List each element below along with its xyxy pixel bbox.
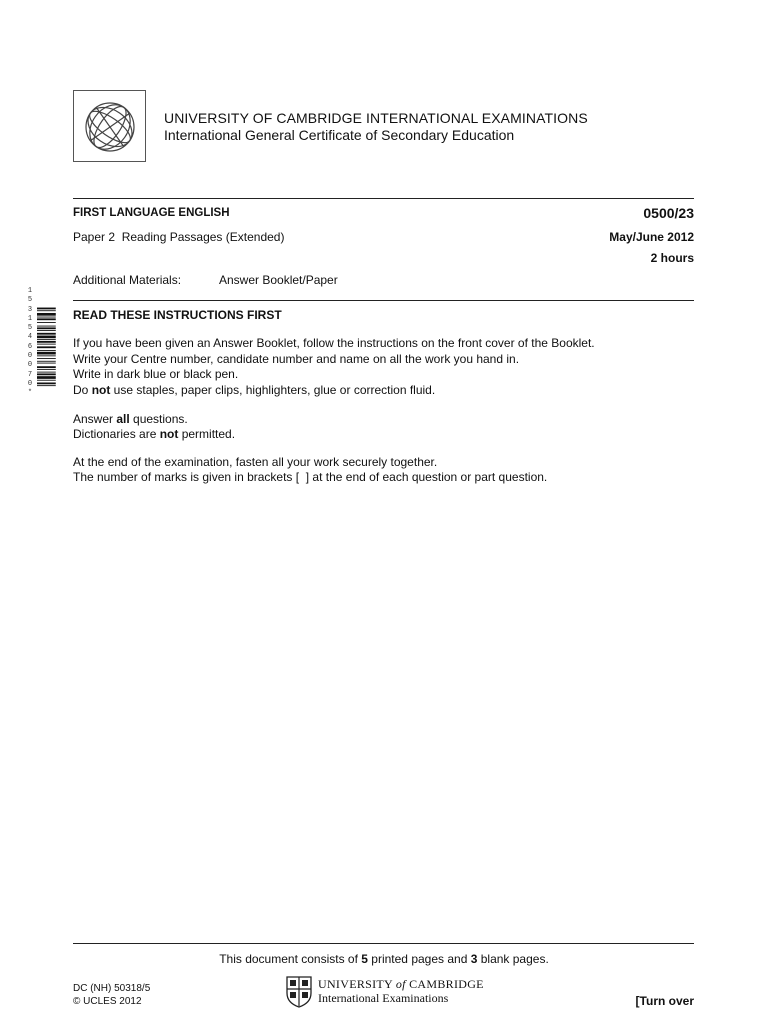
barcode-digits [26,287,34,399]
barcode-bar [37,317,56,318]
barcode-bar [37,355,56,356]
barcode-digit: 6 [27,342,33,351]
barcode-bar [37,352,56,355]
instruction-dictionaries: Dictionaries are not permitted. [73,427,236,441]
barcode-bar [37,308,56,310]
barcode-bar [37,350,56,351]
exam-session: May/June 2012 [609,230,694,244]
exam-duration: 2 hours [650,251,694,265]
barcode-digit: 1 [27,314,33,323]
additional-materials-value: Answer Booklet/Paper [219,273,338,287]
barcode-bar [37,380,56,381]
barcode-digit: 0 [27,352,33,361]
globe-icon [82,99,138,155]
subject-title: FIRST LANGUAGE ENGLISH [73,207,230,219]
paper-code: 0500/23 [643,205,694,221]
barcode-bar [37,341,56,343]
barcode-bar [37,363,56,364]
instruction-answer-all: Answer all questions. [73,412,188,426]
barcode-bar [37,366,56,368]
barcode-digit: 5 [27,324,33,333]
barcode-bar [37,369,56,370]
barcode-digit: 3 [27,305,33,314]
copyright: © UCLES 2012 [73,996,142,1007]
instruction-do-not: Do not use staples, paper clips, highlighters, glue or correction fluid. [73,383,436,397]
page-count-note: This document consists of 5 printed pages and 3 blank pages. [219,952,549,966]
barcode-bar [37,382,56,384]
barcode-bar [37,376,56,379]
barcode-digit: 5 [27,296,33,305]
additional-materials-label: Additional Materials: [73,273,182,287]
cambridge-crest-icon [286,976,312,1008]
barcode-bar [37,330,56,331]
barcode-digit: * [27,389,33,398]
divider [73,943,694,944]
barcode [37,287,63,435]
barcode-digit: 0 [27,379,33,388]
barcode-bar [37,333,56,335]
instruction-line: If you have been given an Answer Booklet, follow the instructions on the front cover of the Booklet. [73,336,595,350]
document-code: DC (NH) 50318/5 [73,983,151,994]
divider [73,300,694,301]
instruction-line: Write in dark blue or black pen. [73,367,239,381]
divider [73,198,694,199]
barcode-digit: 7 [27,370,33,379]
barcode-digit: 1 [27,287,33,295]
document-reference [73,982,150,1008]
barcode-bar [37,313,56,316]
barcode-bar [37,322,56,323]
instructions-heading: READ THESE INSTRUCTIONS FIRST [73,308,282,322]
barcode-bar [37,373,56,375]
turn-over-label: [Turn over [635,994,694,1008]
logo-box [73,90,146,162]
institution-name: UNIVERSITY OF CAMBRIDGE INTERNATIONAL EXAMINATIONS [164,110,588,126]
barcode-bar [37,372,56,373]
barcode-bar [37,318,56,320]
barcode-bar [37,310,56,311]
barcode-bar [37,346,56,348]
barcode-bar [37,361,56,362]
barcode-bar [37,385,56,386]
barcode-bar [37,327,56,329]
barcode-bar [37,358,56,359]
instruction-line: Write your Centre number, candidate number and name on all the work you hand in. [73,352,520,366]
barcode-bar [37,339,56,340]
barcode-bar [37,326,56,327]
barcode-bar [37,336,56,339]
cambridge-university-wordmark: UNIVERSITY of CAMBRIDGE [318,977,484,991]
instruction-line: At the end of the examination, fasten all your work securely together. [73,455,438,469]
paper-name: Paper 2 Reading Passages (Extended) [73,230,285,244]
qualification-name: International General Certificate of Secondary Education [164,127,515,143]
barcode-digit: 4 [27,333,33,342]
cambridge-ie-wordmark: International Examinations [318,991,449,1005]
barcode-digit: 0 [27,361,33,370]
instruction-line: The number of marks is given in brackets [ ] at the end of each question or part question. [73,470,548,484]
barcode-bar [37,344,56,345]
